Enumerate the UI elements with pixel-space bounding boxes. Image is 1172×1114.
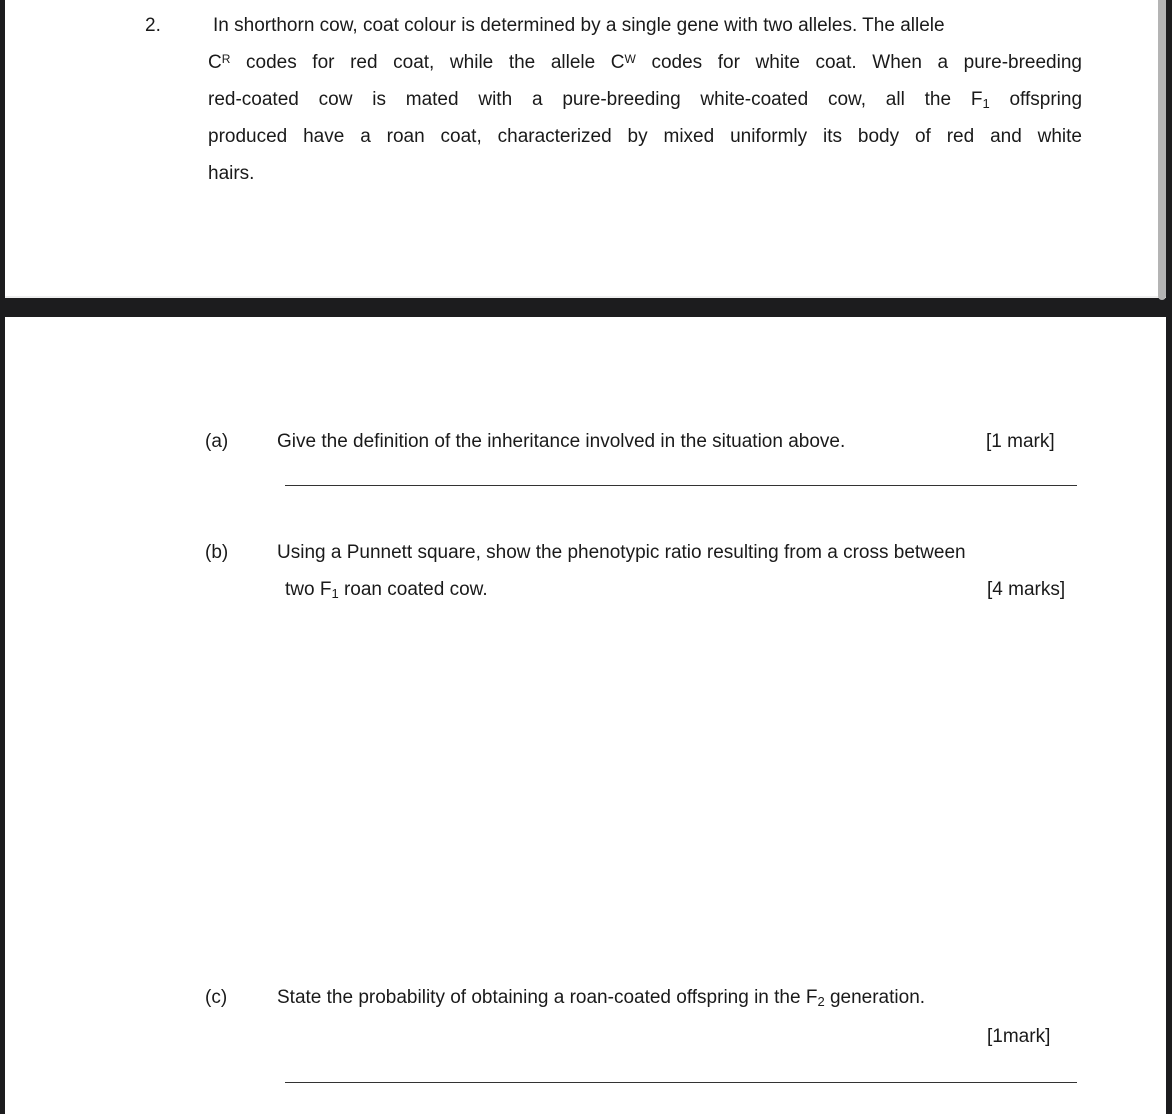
- stem-line-3: red-coated cow is mated with a pure-breeding white-coated cow, all the $F_1$ offspring: [208, 89, 1083, 111]
- stem-line-1: In shorthorn cow, coat colour is determined by a single gene with two alleles. The allele: [213, 15, 945, 36]
- stem-line-4: produced have a roan coat, characterized by mixed uniformly its body of red and white: [208, 126, 1082, 147]
- part-b-marks: [4 marks]: [987, 579, 1066, 600]
- part-a-marks: [1 mark]: [986, 431, 1055, 452]
- part-c-marks: [1mark]: [987, 1026, 1051, 1047]
- part-b-text: Using a Punnett square, show the phenotypic ratio resulting from a cross between: [277, 542, 966, 563]
- page-top: [5, 0, 1166, 298]
- part-c-label: (c): [205, 987, 228, 1008]
- part-a-label: (a): [205, 431, 229, 452]
- stem-line-2: $C^R$ codes for red coat, while the allele $C^W$ codes for white coat. When a pure-breeding: [208, 52, 1082, 73]
- part-b-label: (b): [205, 542, 229, 563]
- part-b-text-2: two $F_1$ roan coated cow.: [285, 579, 488, 601]
- scrollbar[interactable]: [1158, 0, 1166, 300]
- answer-line-c[interactable]: [285, 1082, 1077, 1083]
- question-number: 2.: [145, 15, 161, 36]
- part-c-text: State the probability of obtaining a roan-coated offspring in the $F_2$ generation.: [277, 987, 926, 1009]
- part-a-text: Give the definition of the inheritance involved in the situation above.: [277, 431, 846, 452]
- page-bottom: [5, 317, 1166, 1114]
- stem-line-5: hairs.: [208, 163, 255, 184]
- answer-line-a[interactable]: [285, 485, 1077, 486]
